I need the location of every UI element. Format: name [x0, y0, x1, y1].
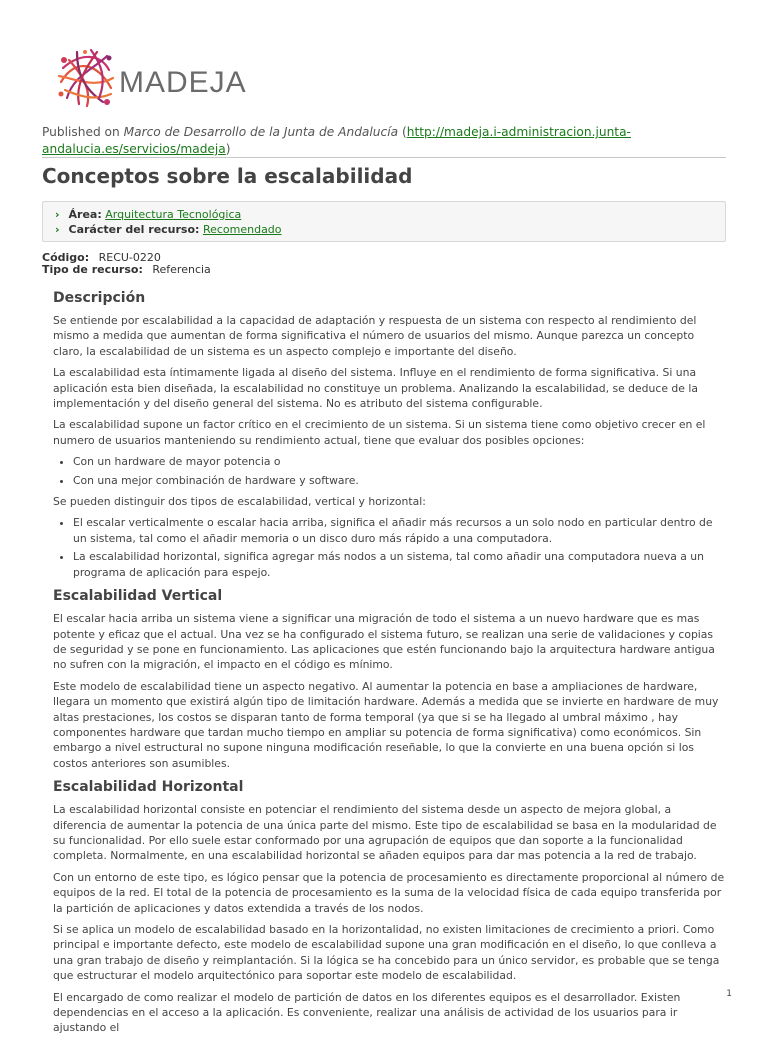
- caracter-label: Carácter del recurso:: [68, 223, 200, 236]
- options-list: [53, 454, 727, 488]
- site-name: Marco de Desarrollo de la Junta de Andalucía: [123, 125, 399, 139]
- chevron-right-icon: ›: [55, 208, 60, 221]
- source-link[interactable]: http://madeja.i-administracion.junta-andalucia.es/servicios/madeja: [42, 125, 631, 156]
- paragraph: La escalabilidad supone un factor crítico en el crecimiento de un sistema. Si un sistema tiene como objetivo crecer en el numero de usuarios manteniendo su rendimiento actual, tiene que evaluar dos posibles opciones:: [53, 418, 706, 447]
- chevron-right-icon: ›: [55, 223, 60, 236]
- paragraph: Con un entorno de este tipo, es lógico pensar que la potencia de procesamiento es directamente proporcional al número de equipos de la red. El total de la potencia de procesamiento es la suma de la velocidad física de cada equipo transferida por la partición de aplicaciones y datos extendida a través de los nodos.: [53, 870, 725, 915]
- area-row: [55, 208, 241, 222]
- tipo-label: Tipo de recurso:: [42, 263, 143, 276]
- list-item: • Con un hardware de mayor potencia o: [73, 454, 727, 469]
- paren-close: ): [225, 142, 231, 156]
- resource-info-pane: [42, 201, 726, 242]
- tipo-row: [42, 263, 211, 276]
- header-divider: [42, 157, 726, 158]
- area-label: Área:: [68, 208, 102, 221]
- horizontal-heading: Escalabilidad Horizontal: [53, 779, 244, 796]
- paragraph: El encargado de como realizar el modelo de partición de datos en los diferentes equipos es el desarrollador. Existen dependencias en el acceso a la aplicación. Es conveniente, realizar una análisis de actividad de los usuarios para ir ajustando el: [53, 990, 681, 1035]
- published-prefix: Published on: [42, 125, 120, 139]
- paragraph: Se entiende por escalabilidad a la capacidad de adaptación y respuesta de un sistema con respecto al rendimiento del mismo a medida que aumentan de forma significativa el número de usuarios del mismo. Aunque parezca un concepto claro, la escalabilidad de un sistema es un aspecto complejo e importante del diseño.: [53, 314, 697, 358]
- list-item: • Con una mejor combinación de hardware y software.: [73, 473, 727, 488]
- paragraph: Este modelo de escalabilidad tiene un aspecto negativo. Al aumentar la potencia en base a ampliaciones de hardware, llegara un momento que existirá algún tipo de limitación hardware. Además a medida que se invierte en hardware de muy altas prestaciones, los costos se disparan tanto de forma temporal (ya que si se ha llegado al umbral máximo , hay componentes hardware que tardan mucho tiempo en ampliar su potencia de forma significativa) como económicos. Sin embargo a nivel estructural no supone ninguna modificación reseñable, lo que la convierte en una buena opción si los costos anteriores son asumibles.: [53, 679, 719, 770]
- vertical-heading: Escalabilidad Vertical: [53, 588, 223, 605]
- descripcion-heading: Descripción: [53, 290, 146, 306]
- article-body: [53, 288, 727, 1042]
- page-number: 1: [726, 989, 732, 999]
- paragraph: La escalabilidad esta íntimamente ligada al diseño del sistema. Influye en el rendimiento de forma significativa. Si una aplicación esta bien diseñada, la escalabilidad no constituye un problema. Analizando la escalabilidad, se deduce de la implementación y del diseño general del sistema. No es atributo del sistema configurable.: [53, 366, 698, 411]
- codigo-value: RECU-0220: [98, 251, 161, 264]
- caracter-row: [55, 223, 282, 237]
- knot-icon: [59, 50, 114, 106]
- types-list: [53, 515, 727, 580]
- paragraph: Si se aplica un modelo de escalabilidad basado en la horizontalidad, no existen limitaciones de crecimiento a priori. Como principal e importante defecto, este modelo de escalabilidad supone una gran modificación en el diseño, lo que conlleva a una gran trabajo de diseño y reimplantación. Si la lógica se ha concebido para un único servidor, es probable que se tenga que estructurar el modelo arquitectónico para soportar este modelo de escalabilidad.: [53, 923, 720, 983]
- paragraph: Se pueden distinguir dos tipos de escalabilidad, vertical y horizontal:: [53, 495, 426, 509]
- area-link[interactable]: Arquitectura Tecnológica: [105, 208, 242, 221]
- paren-open: (: [401, 125, 407, 139]
- paragraph: La escalabilidad horizontal consiste en potenciar el rendimiento del sistema desde un aspecto de mejora global, a diferencia de aumentar la potencia de una única parte del mismo. Este tipo de escalabilidad se basa en la modularidad de su funcionalidad. Por ello suele estar conformado por una agrupación de equipos que dan soporte a la funcionalidad completa. Normalmente, en una escalabilidad horizontal se añaden equipos para dar mas potencia a la red de trabajo.: [53, 803, 717, 863]
- caracter-link[interactable]: Recomendado: [202, 223, 282, 236]
- madeja-logo: [57, 48, 287, 110]
- tipo-value: Referencia: [152, 263, 211, 276]
- page-title: Conceptos sobre la escalabilidad: [42, 164, 413, 188]
- list-item: • La escalabilidad horizontal, significa agregar más nodos a un sistema, tal como añadir una computadora nueva a un programa de aplicación para espejo.: [73, 549, 727, 580]
- paragraph: El escalar hacia arriba un sistema viene a significar una migración de todo el sistema a un nuevo hardware que es mas potente y eficaz que el actual. Una vez se ha configurado el sistema futuro, se realizan una serie de validaciones y copias de seguridad y se pone en funcionamiento. Las aplicaciones que estén funcionando bajo la arquitectura hardware antigua no sufren con la migración, el impacto en el código es mínimo.: [53, 612, 715, 672]
- logo-text: MADEJA: [119, 66, 247, 99]
- published-line: [42, 124, 732, 158]
- codigo-label: Código:: [42, 251, 90, 264]
- list-item: • El escalar verticalmente o escalar hacia arriba, significa el añadir más recursos a un solo nodo en particular dentro de un sistema, tal como el añadir memoria o un disco duro más rápido a una computadora.: [73, 515, 727, 546]
